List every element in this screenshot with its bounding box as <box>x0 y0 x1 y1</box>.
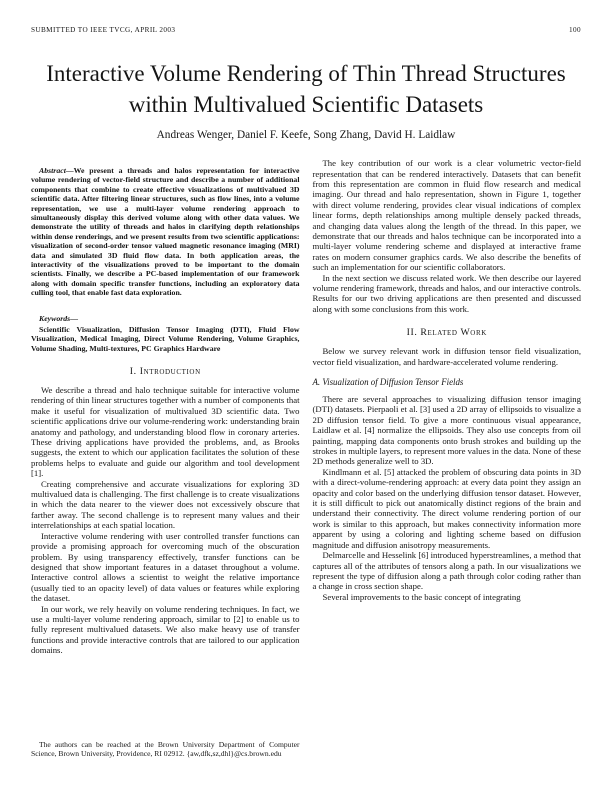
dti-paragraph-4: Several improvements to the basic concept of integrating <box>322 591 521 602</box>
left-column <box>31 158 300 766</box>
contribution-paragraph-1: The key contribution of our work is a clear volumetric vector-field representation that can be rendered interactively. Datasets that can benefit from this representation are common in fluid flow research and medical imaging. Our thread and halo representation, shown in Figure 1, together with direct volume rendering, provides clear visual indications of complex linear forms, depth relationships among multiple densely packed threads, and changing data values along the length of the thread. In this paper, we demonstrate that our threads and halos technique can be incorporated into a multi-layer volume rendering scheme and displayed at interactive frame rates on modern consumer graphics cards. We also describe the benefits of such an implementation for our scientific collaborators. <box>312 158 581 273</box>
keywords-text: Scientific Visualization, Diffusion Tensor Imaging (DTI), Fluid Flow Visualization, Medical Imaging, Direct Volume Rendering, Volume Graphics, Volume Shading, Multi-textures, PC Graphics Hardware <box>31 324 300 353</box>
paper-title: Interactive Volume Rendering of Thin Thread Structures within Multivalued Scientific Datasets <box>46 61 566 118</box>
abstract-text: We present a threads and halos representation for interactive volume rendering of vector-field structure and describe a number of additional components that combine to create effective visualizations of multivalued 3D scientific data. After filtering linear structures, such as flow lines, into a volume representation, we use a multi-layer volume rendering approach to simultaneously display this derived volume along with other data values. We demonstrate the utility of threads and halos in clarifying depth relationships within dense renderings, and we present results from two scientific applications: visualization of second-order tensor valued magnetic resonance imaging (MRI) data and simulated 3D fluid flow data. In both application areas, the interactivity of the visualizations proved to be important to the domain scientists. Finally, we describe a PC-based implementation of our framework along with domain specific transfer functions, including an exploratory data culling tool, that enable fast data exploration. <box>31 165 300 298</box>
related-work-intro-paragraph: Below we survey relevant work in diffusion tensor field visualization, vector field visualization, and hardware-accelerated volume rendering. <box>312 346 581 367</box>
dti-paragraph-3: Delmarcelle and Hesselink [6] introduced hyperstreamlines, a method that captures all of the attributes of tensors along a path. In our visualizations we represent the type of diffusion along a path through color coding rather than a change in cross section shape. <box>312 550 581 592</box>
section-heading-introduction: I. Introduction <box>129 366 201 377</box>
intro-paragraph-3: Interactive volume rendering with user controlled transfer functions can provide a promising approach for overcoming much of the obscuration problem. By using transparency effectively, transfer functions can be designed that show important features in a dataset throughout a volume. Interactive control allows a scientist to weight the relative importance (usually tied to an opacity level) of data values or features while exploring the dataset. <box>31 530 300 604</box>
contribution-paragraph-2: In the next section we discuss related work. We then describe our layered volume rendering framework, threads and halos, and our interactive controls. Results for our two driving applications are then presented and discussed along with some conclusions from this work. <box>312 272 581 314</box>
column-spacer <box>31 656 300 733</box>
subsection-heading-dti: A. Visualization of Diffusion Tensor Fields <box>312 377 464 387</box>
two-column-body <box>31 158 581 766</box>
intro-paragraph-4: In our work, we rely heavily on volume rendering techniques. In fact, we use a multi-layer volume rendering approach, similar to [2] to enable us to fully represent multivalued datasets. We also make heavy use of transfer functions and provide interactive controls that are tailored to our application domains. <box>31 603 300 656</box>
intro-paragraph-1: We describe a thread and halo technique suitable for interactive volume rendering of thin linear structures together with a number of components that make it useful for visualization of multivalued 3D scientific data. Two scientific applications drive our volume-rendering work: understanding brain anatomy and pathology, and understanding blood flow in coronary arteries. These driving applications have provided the problems, and, as Brooks suggests, the extent to which our application facilitates the solution of these problems helps to evaluate and guide our algorithm and tool development [1]. <box>31 385 300 479</box>
running-head-left: SUBMITTED TO IEEE TVCG, APRIL 2003 <box>31 26 176 34</box>
intro-paragraph-2: Creating comprehensive and accurate visualizations for exploring 3D multivalued data is challenging. The first challenge is to create visualizations in which the data nearer to the viewer does not excessively obscure that farther away. The second challenge is to represent many values and their interrelationships at each spatial location. <box>31 478 300 531</box>
author-contact-footnote: The authors can be reached at the Brown University Department of Computer Science, Brown University, Providence, RI 02912. {aw,dfk,sz,dhl}@cs.brown.edu <box>31 740 300 759</box>
authors-line: Andreas Wenger, Daniel F. Keefe, Song Zhang, David H. Laidlaw <box>156 129 456 142</box>
section-heading-related-work: II. Related Work <box>406 327 487 339</box>
running-head <box>31 26 581 34</box>
dti-paragraph-2: Kindlmann et al. [5] attacked the problem of obscuring data points in 3D with a direct-volume-rendering approach: at every data point they assign an opacity and color based on the underlying diffusion tensor dataset. However, it is still difficult to pick out anatomically distinct regions of the brain and understand their connectivity. The direct volume rendering portion of our work is similar to this approach, but makes connectivity information more apparent by using a coloring and lighting scheme based on diffusion magnitude and diffusion anisotropy measurements. <box>312 466 581 550</box>
abstract-paragraph <box>31 166 300 298</box>
dti-paragraph-1: There are several approaches to visualizing diffusion tensor imaging (DTI) datasets. Pierpaoli et al. [3] used a 2D array of ellipsoids to visualize a 2D diffusion tensor field. To give a more continuous visual appearance, Laidlaw et al. [4] normalize the ellipsoids. They also use concepts from oil painting, mapping data components onto brush strokes and building up the strokes in multiple layers, to represent more values in the data. None of these 2D methods generalize well to 3D. <box>312 394 581 467</box>
keywords-label: Keywords— <box>39 314 78 324</box>
page-number: 100 <box>569 26 581 34</box>
right-column <box>313 158 582 766</box>
abstract-label: Abstract— <box>39 165 74 175</box>
